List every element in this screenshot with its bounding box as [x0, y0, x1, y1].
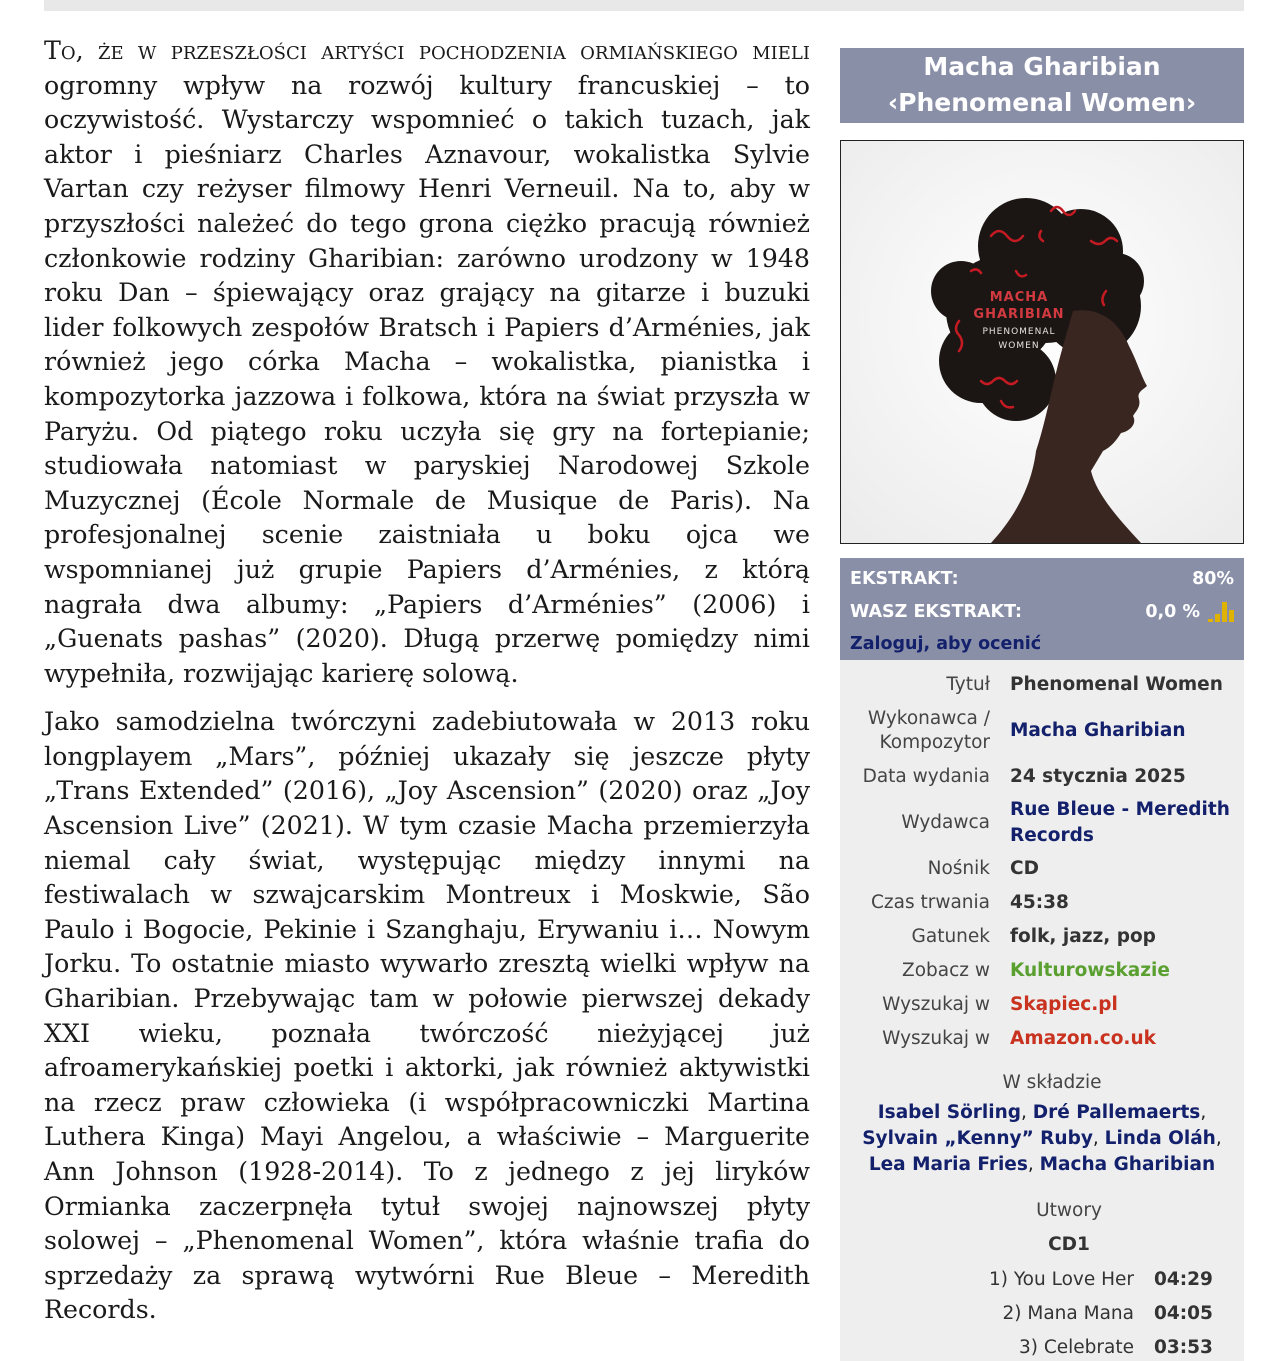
ekstrakt-label: EKSTRAKT:	[850, 568, 959, 589]
info-row-release-date	[840, 760, 1244, 794]
cover-text-2: GHARIBIAN	[973, 307, 1065, 322]
info-label: Wykonawca / Kompozytor	[867, 708, 990, 753]
info-label: Gatunek	[911, 926, 990, 947]
members-list: Isabel Sörling, Dré Pallemaerts, Sylvain „Kenny” Ruby, Linda Oláh, Lea Maria Fries, Macha Gharibian	[862, 1102, 1222, 1175]
album-sidebar	[840, 48, 1244, 1361]
track-row	[840, 1262, 1244, 1296]
track-name: 2) Mana Mana	[1002, 1302, 1134, 1324]
track-time: 04:05	[1154, 1302, 1213, 1324]
paragraph-1-text: ogromny wpływ na rozwój kultury francuskiej – to oczywistość. Wystarczy wspomnieć o takich tuzach, jak aktor i pieśniarz Charles Aznavour, wokalistka Sylvie Vartan czy reżyser filmowy Henri Verneuil. Na to, aby w przyszłości należeć do tego grona ciężko pracują również członkowie rodziny Gharibian: zarówno urodzony w 1948 roku Dan – śpiewający oraz grający na gitarze i buzuki lider folkowych zespołów Bratsch i Papiers d’Arménies, jak również jego córka Macha – wokalistka, pianistka i kompozytorka jazzowa i folkowa, która na świat przyszła w Paryżu. Od piątego roku uczyła się gry na fortepianie; studiowała natomiast w paryskiej Narodowej Szkole Muzycznej (École Normale de Musique de Paris). Na profesjonalnej scenie zaistniała u boku ojca we wspomnianej już grupie Papiers d’Arménies, z którą nagrała dwa albumy: „Papiers d’Arménies” (2006) i „Guenats pashas” (2020). Długą przerwę pomiędzy nimi wypełniła, rozwijając karierę solową.	[44, 70, 810, 688]
top-bar	[44, 0, 1244, 11]
info-value: folk, jazz, pop	[1010, 926, 1156, 947]
rating-histogram-icon[interactable]	[1208, 602, 1234, 622]
track-time: 04:29	[1154, 1268, 1213, 1290]
wasz-ekstrakt-row	[850, 595, 1234, 628]
artist-name: Macha Gharibian	[923, 52, 1161, 81]
info-row-skapiec	[840, 988, 1244, 1022]
member-link[interactable]: Isabel Sörling	[877, 1102, 1022, 1123]
article-body	[44, 34, 810, 1342]
cover-text-3: PHENOMENAL	[982, 327, 1056, 337]
wasz-ekstrakt-label: WASZ EKSTRAKT:	[850, 601, 1023, 622]
member-link[interactable]: Lea Maria Fries	[868, 1154, 1028, 1175]
info-value: 45:38	[1010, 892, 1069, 913]
info-row-title	[840, 668, 1244, 702]
info-value: Phenomenal Women	[1010, 674, 1223, 695]
ekstrakt-value: 80%	[1192, 568, 1234, 589]
info-label: Data wydania	[862, 766, 990, 787]
cd-label: CD1	[1048, 1234, 1090, 1255]
info-label: Wyszukaj w	[882, 1028, 990, 1049]
skapiec-link[interactable]: Skąpiec.pl	[1010, 994, 1118, 1015]
member-link[interactable]: Linda Oláh	[1104, 1128, 1216, 1149]
amazon-link[interactable]: Amazon.co.uk	[1010, 1028, 1156, 1049]
cover-text-1: MACHA	[989, 290, 1049, 305]
lead-in: To, że w przeszłości artyści pochodzenia ormiańskiego mieli	[44, 36, 810, 65]
members-heading: W składzie	[1002, 1072, 1102, 1093]
info-value: 24 stycznia 2025	[1010, 766, 1186, 787]
info-label: Czas trwania	[870, 892, 990, 913]
info-value: CD	[1010, 858, 1039, 879]
member-link[interactable]: Sylvain „Kenny” Ruby	[862, 1128, 1093, 1149]
ekstrakt-row	[850, 562, 1234, 595]
performer-link[interactable]: Macha Gharibian	[1010, 720, 1186, 741]
info-row-duration	[840, 886, 1244, 920]
info-label: Nośnik	[927, 858, 990, 879]
track-name: 3) Celebrate	[1018, 1336, 1134, 1358]
info-row-medium	[840, 852, 1244, 886]
info-row-amazon	[840, 1022, 1244, 1056]
kulturowskaz-link[interactable]: Kulturowskazie	[1010, 960, 1170, 981]
track-time: 03:53	[1154, 1336, 1213, 1358]
cover-text-4: WOMEN	[998, 341, 1040, 351]
album-title: ‹Phenomenal Women›	[887, 88, 1197, 117]
article-paragraph-2: Jako samodzielna twórczyni zadebiutowała w 2013 roku longplayem „Mars”, później ukazały się jeszcze płyty „Trans Extended” (2016), „Joy Ascension” (2020) oraz „Joy Ascension Live” (2021). W tym czasie Macha przemierzyła niemal cały świat, występując między innymi na festiwalach w szwajcarskim Montreux i Moskwie, São Paulo i Bogocie, Pekinie i Szanghaju, Erywaniu i… Nowym Jorku. To ostatnie miasto wywarło zresztą wielki wpływ na Gharibian. Przebywając tam w połowie pierwszej dekady XXI wieku, poznała twórczość nieżyjącej już afroamerykańskiej poetki i aktorki, jak również aktywistki na rzecz praw człowieka (i współpracowniczki Martina Luthera Kinga) Mayi Angelou, a właściwie – Marguerite Ann Johnson (1928-2014). To z jednego z jej liryków Ormianka zaczerpnęła tytuł swojej najnowszej płyty solowej – „Phenomenal Women”, która właśnie trafia do sprzedaży za sprawą wytwórni Rue Bleue – Meredith Records.	[44, 707, 810, 1325]
info-label: Tytuł	[946, 674, 990, 695]
track-row	[840, 1296, 1244, 1330]
album-info-box	[840, 660, 1244, 1361]
article-paragraph-1	[44, 34, 810, 691]
ratings-box	[840, 558, 1244, 660]
info-label: Zobacz w	[902, 960, 990, 981]
wasz-ekstrakt-value: 0,0 %	[1145, 601, 1200, 622]
tracks-heading: Utwory	[1036, 1200, 1102, 1221]
album-cover-art	[841, 141, 1243, 543]
info-row-kulturowskaz	[840, 954, 1244, 988]
track-row	[840, 1330, 1244, 1361]
album-header	[840, 48, 1244, 123]
info-label: Wydawca	[901, 812, 990, 833]
member-link[interactable]: Dré Pallemaerts	[1032, 1102, 1201, 1123]
info-row-genre	[840, 920, 1244, 954]
track-name: 1) You Love Her	[988, 1268, 1134, 1290]
info-label: Wyszukaj w	[882, 994, 990, 1015]
publisher-link[interactable]: Rue Bleue - Meredith Records	[1010, 799, 1230, 846]
login-to-rate-link[interactable]: Zaloguj, aby ocenić	[850, 634, 1042, 654]
wasz-ekstrakt-right	[1145, 602, 1234, 622]
info-row-publisher	[840, 794, 1244, 852]
album-cover[interactable]	[840, 140, 1244, 544]
info-row-performer	[840, 702, 1244, 760]
member-link[interactable]: Macha Gharibian	[1039, 1154, 1216, 1175]
